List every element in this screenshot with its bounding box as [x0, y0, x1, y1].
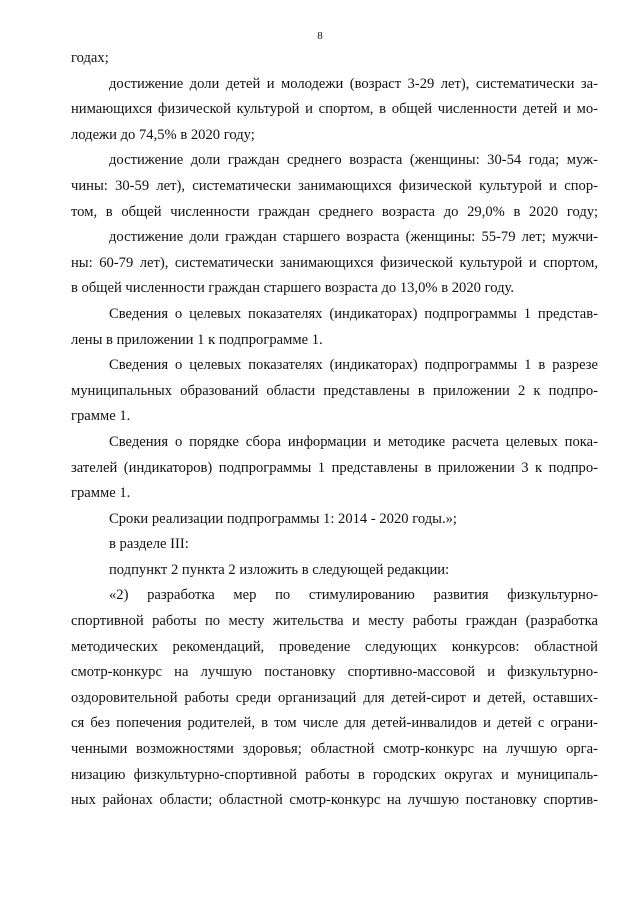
document-body [71, 46, 598, 814]
text-line: грамме 1. [71, 485, 131, 502]
text-line: подпункт 2 пункта 2 изложить в следующей редакции: [109, 561, 450, 578]
text-line: ся без попечения родителей, в том числе для детей-инвалидов и детей с ограни- [71, 715, 598, 732]
text-line: чины: 30-59 лет), систематически занимающихся физической культурой и спор- [71, 177, 598, 194]
text-line: грамме 1. [71, 408, 131, 425]
text-line: методических рекомендаций, проведение следующих конкурсов: областной [71, 638, 598, 655]
text-line: годах; [71, 50, 109, 66]
text-line: Сведения о целевых показателях (индикаторах) подпрограммы 1 представ- [109, 305, 598, 322]
text-line: Сведения о порядке сбора информации и методике расчета целевых пока- [109, 433, 598, 450]
text-line: лодежи до 74,5% в 2020 году; [71, 126, 255, 143]
text-line: зателей (индикаторов) подпрограммы 1 представлены в приложении 3 к подпро- [71, 459, 598, 476]
text-line: достижение доли граждан старшего возраста (женщины: 55-79 лет; мужчи- [109, 229, 598, 246]
text-line: лены в приложении 1 к подпрограмме 1. [71, 331, 323, 348]
text-line: в разделе III: [109, 536, 189, 553]
text-line: оздоровительной работы среди организаций для детей-сирот и детей, оставших- [71, 689, 598, 706]
text-line: муниципальных образований области представлены в приложении 2 к подпро- [71, 382, 598, 399]
text-line: Сведения о целевых показателях (индикаторах) подпрограммы 1 в разрезе [109, 357, 598, 374]
text-line: ных районах области; областной смотр-конкурс на лучшую постановку спортив- [71, 792, 598, 809]
text-line: достижение доли граждан среднего возраста (женщины: 30-54 года; муж- [109, 152, 598, 169]
text-line: ны: 60-79 лет), систематически занимающихся физической культурой и спортом, [71, 254, 598, 271]
text-line: смотр-конкурс на лучшую постановку спортивно-массовой и физкультурно- [71, 664, 598, 681]
page-number: 8 [317, 30, 323, 42]
text-line: нимающихся физической культурой и спортом, в общей численности детей и мо- [71, 101, 598, 118]
text-line: Сроки реализации подпрограммы 1: 2014 - 2020 годы.»; [109, 510, 457, 527]
text-line: в общей численности граждан старшего возраста до 13,0% в 2020 году. [71, 280, 514, 297]
text-line: достижение доли детей и молодежи (возраст 3-29 лет), систематически за- [109, 75, 598, 92]
text-line: ченными возможностями здоровья; областной смотр-конкурс на лучшую орга- [71, 741, 598, 758]
text-line: спортивной работы по месту жительства и месту работы граждан (разработка [71, 613, 598, 630]
text-line: том, в общей численности граждан среднего возраста до 29,0% в 2020 году; [71, 203, 598, 220]
text-line: низацию физкультурно-спортивной работы в городских округах и муниципаль- [71, 766, 598, 783]
text-line: «2) разработка мер по стимулированию развития физкультурно- [109, 587, 598, 604]
